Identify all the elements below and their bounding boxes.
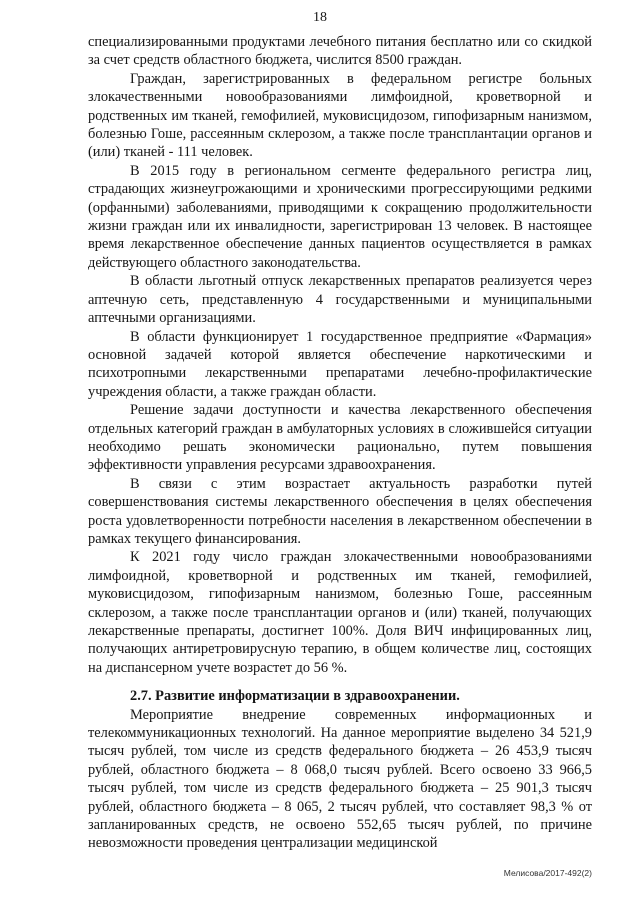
section-heading: 2.7. Развитие информатизации в здравоохранении. <box>130 688 460 705</box>
document-body <box>88 33 592 853</box>
paragraph: К 2021 году число граждан злокачественными новообразованиями лимфоидной, кроветворной и родственных им тканей, гемофилией, муковисцидозом, гипофизарным нанизмом, болезнью Гоше, рассеянным склерозом, а также после трансплантации органов и (или) тканей, получающих лекарственные препараты, достигнет 100%. Доля ВИЧ инфицированных лиц, получающих антиретровирусную терапию, в общем количестве лиц, состоящих на диспансерном учете возрастет до 56 %. <box>88 549 592 676</box>
paragraph: В области льготный отпуск лекарственных препаратов реализуется через аптечную сеть, представленную 4 государственными и муниципальными аптечными организациями. <box>88 273 592 327</box>
footer-code: Мелисова/2017-492(2) <box>503 868 592 878</box>
paragraph: Мероприятие внедрение современных информационных и телекоммуникационных технологий. На данное мероприятие выделено 34 521,9 тысяч рублей, том числе из средств федерального бюджета – 26 453,9 тысяч рублей, областного бюджета – 8 068,0 тысяч рублей. Всего освоено 33 966,5 тысяч рублей, том числе из средств федерального бюджета – 25 901,3 тысяч рублей, областного бюджета – 8 065, 2 тысяч рублей, что составляет 98,3 % от запланированных средств, не освоено 552,65 тысяч рублей, по причине невозможности проведения централизации медицинской <box>88 706 592 852</box>
paragraph: В 2015 году в региональном сегменте федерального регистра лиц, страдающих жизнеугрожающими и хроническими прогрессирующими редкими (орфанными) заболеваниями, приводящими к сокращению продолжительности жизни граждан или их инвалидности, зарегистрирован 13 человек. В настоящее время лекарственное обеспечение данных пациентов осуществляется в рамках действующего областного законодательства. <box>88 162 592 271</box>
paragraph: В связи с этим возрастает актуальность разработки путей совершенствования системы лекарственного обеспечения в целях обеспечения роста удовлетворенности потребности населения в лекарственном обеспечении в рамках текущего финансирования. <box>88 475 592 547</box>
paragraph: Решение задачи доступности и качества лекарственного обеспечения отдельных категорий граждан в амбулаторных условиях в сложившейся ситуации необходимо решать экономически рационально, путем повышения эффективности управления ресурсами здравоохранения. <box>88 402 592 474</box>
paragraph: специализированными продуктами лечебного питания бесплатно или со скидкой за счет средств областного бюджета, числится 8500 граждан. <box>88 34 592 69</box>
paragraph: В области функционирует 1 государственное предприятие «Фармация» основной задачей которой является обеспечение наркотическими и психотропными лекарственными препаратами лечебно-профилактические учреждения области, а также граждан области. <box>88 328 592 400</box>
paragraph: Граждан, зарегистрированных в федеральном регистре больных злокачественными новообразованиями лимфоидной, кроветворной и родственных им тканей, гемофилией, муковисцидозом, гипофизарным нанизмом, болезнью Гоше, рассеянным склерозом, а также после трансплантации органов и (или) тканей - 111 человек. <box>88 70 592 161</box>
page-number: 18 <box>313 10 327 25</box>
